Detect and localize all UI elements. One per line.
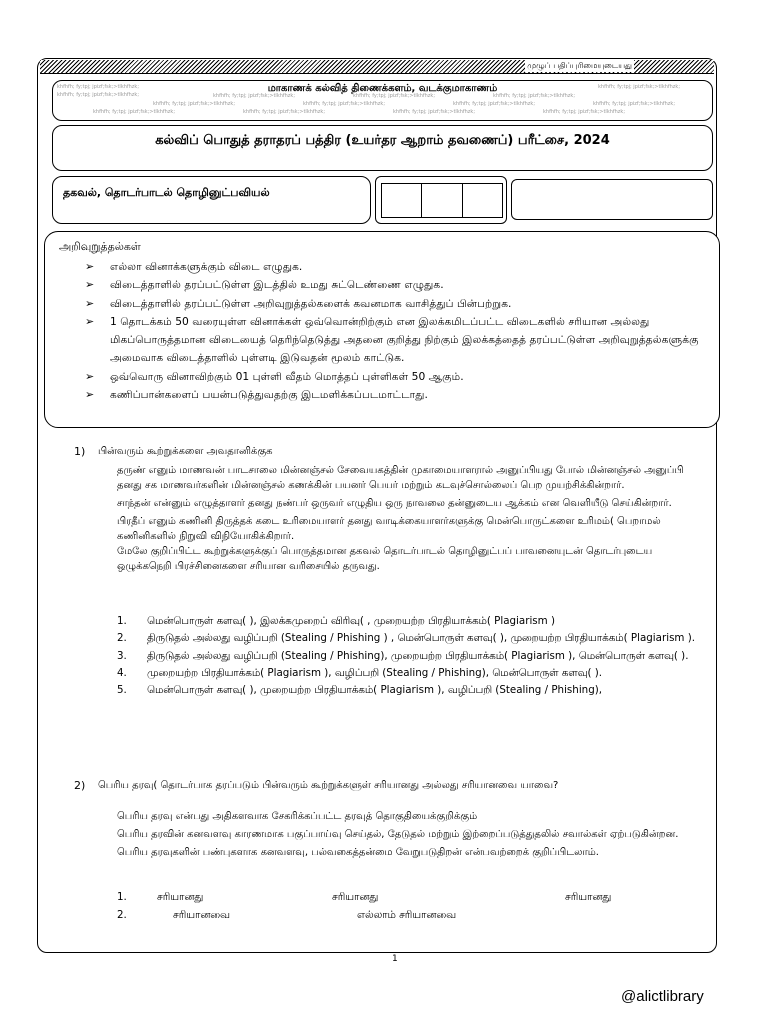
watermark: khfhfh; fy;tpj; jpizf;fsk;>tlkhfhzk;: [153, 101, 236, 107]
instruction-item: ➢ விடைத்தாளில் தரப்பட்டுள்ள அறிவுறுத்தல்களைக் கவனமாக வாசித்துப் பின்பற்றுக.: [85, 295, 717, 313]
statement: பெரிய தரவின் கனவளவு காரணமாக பகுப்பாய்வு செய்தல், தேடுதல் மற்றும் இற்றைப்படுத்துதலில் சவால்கள் ஏற்படுகின்றன.: [117, 829, 679, 840]
answer-option[interactable]: 2. சரியானவை எல்லாம் சரியானவை: [117, 909, 456, 921]
header-hatch-band: [40, 60, 714, 74]
code-box: [511, 179, 713, 220]
arrow-bullet-icon: ➢: [85, 314, 95, 328]
statement: பெரிய தரவுகளின் பண்புகளாக கனவளவு, பல்வகைத்தன்மை வேறுபடுதிறன் என்பவற்றைக் குறிப்பிடலாம்.: [117, 847, 599, 858]
instruction-item: ➢ 1 தொடக்கம் 50 வரையுள்ள வினாக்கள் ஒவ்வொன்றிற்கும் என இலக்கமிடப்பட்ட விடைகளில் சரியான அல்லது மிகப்பொருத்தமான விடையைத் தெரிந்தெடுத்து அதனை குறித்து நிற்கும் இலக்கத்தைத் தரப்பட்டுள்ள அறிவுறுத்தல்களுக்கு அமைவாக விடைத்தாளில் புள்ளடி இடுவதன் மூலம் காட்டுக.: [85, 314, 699, 365]
watermark: khfhfh; fy;tpj; jpizf;fsk;>tlkhfhzk;: [393, 109, 476, 115]
question-stem: பின்வரும் கூற்றுக்களை அவதானிக்குக: [98, 446, 273, 457]
watermark: khfhfh; fy;tpj; jpizf;fsk;>tlkhfhzk;: [593, 101, 676, 107]
question-number: 1): [74, 445, 86, 458]
watermark: khfhfh; fy;tpj; jpizf;fsk;>tlkhfhzk;: [543, 109, 626, 115]
question-1-options: [117, 613, 712, 699]
watermark: khfhfh; fy;tpj; jpizf;fsk;>tlkhfhzk;: [303, 101, 386, 107]
statement: தருண் எனும் மாணவன் பாடசாலை மின்னஞ்சல் சேவையகத்தின் முகாமையாளரால் அனுப்பியது போல் மின்னஞ்சல் அனுப்பி தனது சக மாணவர்களின் மின்னஞ்சல் கணக்கின் பயனர் பெயர் மற்றும் கடவுச்சொல்லைப் பெற முயற்சிக்கின்றார்.: [117, 465, 684, 491]
watermark: khfhfh; fy;tpj; jpizf;fsk;>tlkhfhzk;: [243, 109, 326, 115]
arrow-bullet-icon: ➢: [85, 388, 95, 402]
question-2-options: [117, 891, 712, 931]
statement: பெரிய தரவு என்பது அதிகளவாக சேகரிக்கப்பட்ட தரவுத் தொகுதியைக்குறிக்கும்: [117, 811, 478, 822]
instructions-list: [85, 258, 717, 404]
watermark: khfhfh; fy;tpj; jpizf;fsk;>tlkhfhzk;: [57, 84, 140, 90]
watermark: khfhfh; fy;tpj; jpizf;fsk;>tlkhfhzk;: [57, 92, 140, 98]
author-handle: @alictlibrary: [621, 988, 704, 1005]
index-number-cells: [381, 183, 503, 218]
index-cell[interactable]: [382, 184, 422, 217]
question-number: 2): [74, 779, 86, 792]
index-cell[interactable]: [422, 184, 462, 217]
question-1-statements: [117, 463, 707, 577]
instructions-title: அறிவுறுத்தல்கள்: [59, 240, 141, 253]
index-cell[interactable]: [463, 184, 502, 217]
arrow-bullet-icon: ➢: [85, 278, 95, 292]
statement: மேலே குறிப்பிட்ட கூற்றுக்களுக்குப் பொருத்தமான தகவல் தொடர்பாடல் தொழினுட்பப் பாவனையுடன் தொடர்புடைய ஒழுக்கநெறி பிரச்சினைகளை சரியான வரிசையில் தருவது.: [117, 546, 653, 572]
watermark: khfhfh; fy;tpj; jpizf;fsk;>tlkhfhzk;: [598, 84, 681, 90]
instructions-box: [44, 231, 720, 428]
statement: பிரதீப் எனும் கணினி திருத்தக் கடை உரிமையாளர் தனது வாடிக்கையாளர்களுக்கு மென்பொருட்களை உரிமம்( பெறாமல் கணினிகளில் நிறுவி விநியோகிக்கிறார்.: [117, 516, 661, 542]
index-number-box: [375, 176, 507, 224]
answer-option[interactable]: 1. மென்பொருள் களவு( ), இலக்கமுறைப் விரிவு( , முறையற்ற பிரதியாக்கம்( Plagiarism ): [117, 615, 555, 627]
watermark: khfhfh; fy;tpj; jpizf;fsk;>tlkhfhzk;: [453, 101, 536, 107]
page-number: 1: [392, 954, 398, 964]
watermark: khfhfh; fy;tpj; jpizf;fsk;>tlkhfhzk;: [353, 93, 436, 99]
instruction-item: ➢ எல்லா வினாக்களுக்கும் விடை எழுதுக.: [85, 258, 717, 276]
subject-box: [52, 176, 371, 224]
question-2-statements: [117, 809, 707, 863]
arrow-bullet-icon: ➢: [85, 369, 95, 383]
answer-option[interactable]: 1. சரியானது சரியானது சரியானது: [117, 891, 612, 903]
answer-option[interactable]: 2. திருடுதல் அல்லது வழிப்பறி (Stealing / Phishing ) , மென்பொருள் களவு( ), முறையற்ற பிரதியாக்கம்( Plagiarism ).: [117, 632, 696, 645]
answer-option[interactable]: 5. மென்பொருள் களவு( ), முறையற்ற பிரதியாக்கம்( Plagiarism ), வழிப்பறி (Stealing / Phishing),: [117, 684, 603, 697]
copyright-label: முழுப் பதிப்புரிமையுடையது: [527, 61, 632, 70]
instruction-item: ➢ ஒவ்வொரு வினாவிற்கும் 01 புள்ளி வீதம் மொத்தப் புள்ளிகள் 50 ஆகும்.: [85, 368, 717, 386]
instruction-item: ➢ விடைத்தாளில் தரப்பட்டுள்ள இடத்தில் உமது சுட்டெண்ணை எழுதுக.: [85, 276, 717, 294]
question-stem: பெரிய தரவு( தொடர்பாக தரப்படும் பின்வரும் கூற்றுக்களுள் சரியானது அல்லது சரியானவை யாவை?: [98, 780, 559, 791]
arrow-bullet-icon: ➢: [85, 260, 95, 273]
subject-title: தகவல், தொடர்பாடல் தொழினுட்பவியல்: [63, 186, 270, 199]
statement: சாந்தன் என்னும் எழுத்தாளர் தனது நண்பர் ஒருவர் எழுதிய ஒரு நாவலை தன்னுடைய ஆக்கம் என வெளியீடு செய்கின்றார்.: [117, 498, 672, 509]
exam-title-box: [52, 125, 713, 171]
watermark: khfhfh; fy;tpj; jpizf;fsk;>tlkhfhzk;: [93, 109, 176, 115]
exam-title: கல்விப் பொதுத் தராதரப் பத்திர (உயர்தர ஆறாம் தவணைப்) பரீட்சை, 2024: [155, 133, 610, 148]
department-name: மாகாணக் கல்வித் திணைக்களம், வடக்குமாகாணம்: [267, 83, 498, 94]
answer-option[interactable]: 4. முறையற்ற பிரதியாக்கம்( Plagiarism ), வழிப்பறி (Stealing / Phishing), மென்பொருள் களவு( ).: [117, 666, 603, 679]
arrow-bullet-icon: ➢: [85, 296, 95, 310]
instruction-item: ➢ கணிப்பான்களைப் பயன்படுத்துவதற்கு இடமளிக்கப்படமாட்டாது.: [85, 386, 717, 404]
answer-option[interactable]: 3. திருடுதல் அல்லது வழிப்பறி (Stealing / Phishing), முறையற்ற பிரதியாக்கம்( Plagiarism ), மென்பொருள் களவு( ).: [117, 649, 689, 662]
watermark: khfhfh; fy;tpj; jpizf;fsk;>tlkhfhzk;: [493, 93, 576, 99]
department-header-box: [52, 80, 713, 121]
watermark: khfhfh; fy;tpj; jpizf;fsk;>tlkhfhzk;: [213, 93, 296, 99]
